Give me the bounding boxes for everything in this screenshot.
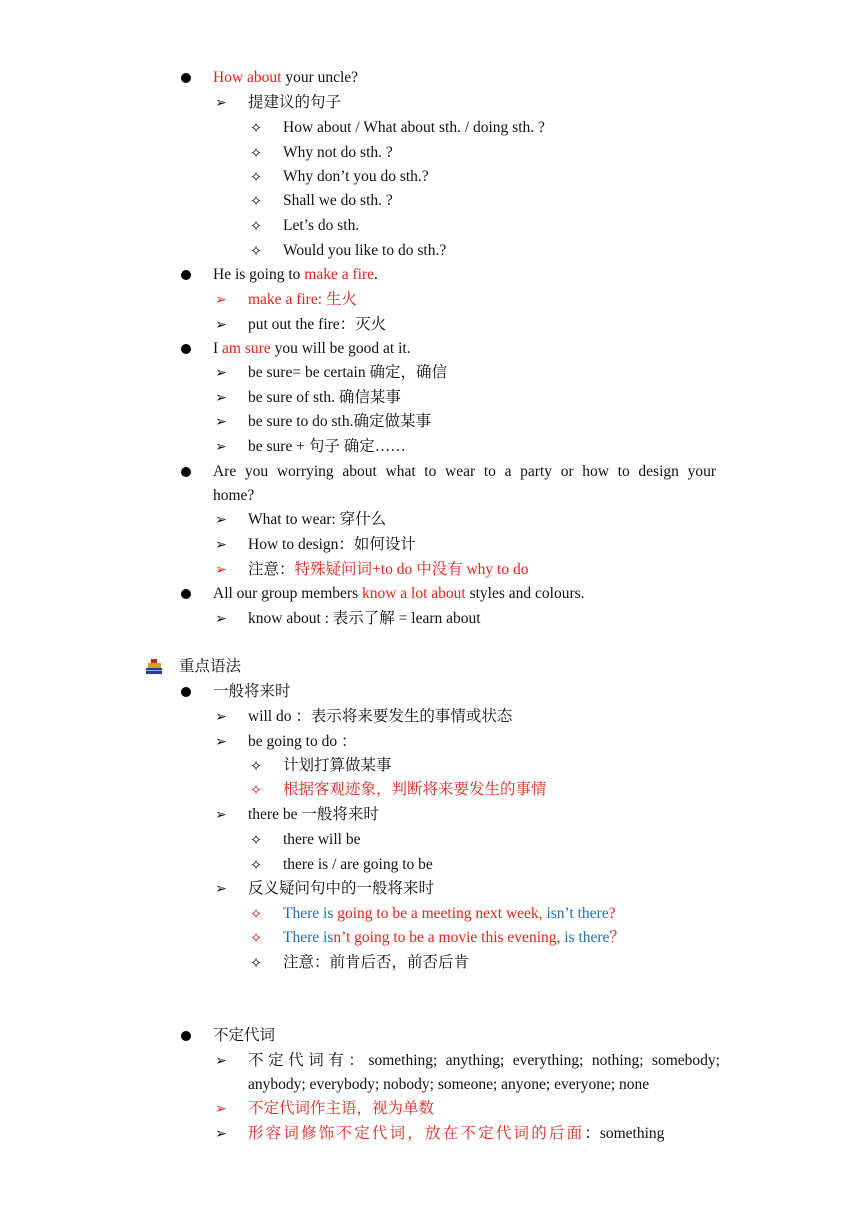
bullet-dot-icon xyxy=(178,68,194,89)
arrow-icon: ➢ xyxy=(215,734,227,750)
detail-text: 根据客观迹象，判断将来要发生的事情 xyxy=(283,781,547,798)
sub-text: 注意：特殊疑问词+to do 中没有 why to do xyxy=(248,561,529,578)
bullet-text: I am sure you will be good at it. xyxy=(213,340,411,357)
arrow-icon: ➢ xyxy=(215,414,227,430)
sub-text: How to design：如何设计 xyxy=(248,536,416,553)
detail-text: Why not do sth. ? xyxy=(283,144,393,161)
arrow-icon: ➢ xyxy=(215,317,227,333)
books-icon xyxy=(145,658,163,676)
arrow-icon: ➢ xyxy=(215,1053,227,1069)
bullet-dot-icon xyxy=(178,1026,194,1047)
diamond-icon: ✧ xyxy=(249,856,263,874)
bullet-dot-icon xyxy=(178,265,194,286)
sub-text: be going to do ： xyxy=(248,733,357,750)
diamond-icon: ✧ xyxy=(249,217,263,235)
arrow-icon: ➢ xyxy=(215,439,227,455)
bullet-text: 不定代词 xyxy=(213,1027,276,1044)
detail-text: Would you like to do sth.? xyxy=(283,242,447,259)
detail-text: there will be xyxy=(283,831,361,848)
detail-text: there is / are going to be xyxy=(283,856,433,873)
detail-text: There isn’t going to be a movie this evening, is there？ xyxy=(283,929,625,946)
detail-text: How about / What about sth. / doing sth. ? xyxy=(283,119,545,136)
diamond-icon: ✧ xyxy=(249,119,263,137)
arrow-icon: ➢ xyxy=(215,95,227,111)
sub-text: be sure= be certain 确定，确信 xyxy=(248,364,447,381)
bullet-text: All our group members know a lot about styles and colours. xyxy=(213,585,585,602)
arrow-icon: ➢ xyxy=(215,881,227,897)
arrow-icon: ➢ xyxy=(215,1126,227,1142)
sub-text: 不定代词作主语，视为单数 xyxy=(248,1100,435,1117)
arrow-icon: ➢ xyxy=(215,365,227,381)
diamond-icon: ✧ xyxy=(249,781,263,799)
sub-text: put out the fire：灭火 xyxy=(248,316,387,333)
sub-text: 形容词修饰不定代词，放在不定代词的后面：something xyxy=(248,1125,665,1142)
sub-text: 提建议的句子 xyxy=(248,94,342,111)
diamond-icon: ✧ xyxy=(249,929,263,947)
sub-text: make a fire: 生火 xyxy=(248,291,357,308)
detail-text: Shall we do sth. ? xyxy=(283,192,393,209)
arrow-icon: ➢ xyxy=(215,292,227,308)
bullet-dot-icon xyxy=(178,462,194,483)
arrow-icon: ➢ xyxy=(215,807,227,823)
bullet-dot-icon xyxy=(178,682,194,703)
bullet-text: He is going to make a fire. xyxy=(213,266,378,283)
sub-text: What to wear: 穿什么 xyxy=(248,511,387,528)
sub-text: 不定代词有：something; anything; everything; nothing; somebody; xyxy=(248,1052,720,1069)
arrow-icon: ➢ xyxy=(215,1101,227,1117)
detail-text: 计划打算做某事 xyxy=(283,757,392,774)
section-title: 重点语法 xyxy=(179,658,242,675)
sub-text: 反义疑问句中的一般将来时 xyxy=(248,880,435,897)
diamond-icon: ✧ xyxy=(249,192,263,210)
detail-text: Let’s do sth. xyxy=(283,217,360,234)
detail-text: Why don’t you do sth.? xyxy=(283,168,429,185)
arrow-icon: ➢ xyxy=(215,390,227,406)
arrow-icon: ➢ xyxy=(215,537,227,553)
diamond-icon: ✧ xyxy=(249,242,263,260)
bullet-text: How about your uncle? xyxy=(213,69,359,86)
diamond-icon: ✧ xyxy=(249,954,263,972)
sub-text: there be 一般将来时 xyxy=(248,806,379,823)
detail-text: 注意：前肯后否，前否后肯 xyxy=(283,954,470,971)
sub-text: be sure + 句子 确定…… xyxy=(248,438,406,455)
arrow-icon: ➢ xyxy=(215,709,227,725)
bullet-dot-icon xyxy=(178,339,194,360)
sub-text: know about : 表示了解 = learn about xyxy=(248,610,481,627)
sub-text: will do ：表示将来要发生的事情或状态 xyxy=(248,708,513,725)
bullet-text: 一般将来时 xyxy=(213,683,291,700)
arrow-icon: ➢ xyxy=(215,512,227,528)
sub-text: be sure to do sth.确定做某事 xyxy=(248,413,431,430)
arrow-icon: ➢ xyxy=(215,562,227,578)
diamond-icon: ✧ xyxy=(249,905,263,923)
detail-text: There is going to be a meeting next week, isn’t there? xyxy=(283,905,616,922)
diamond-icon: ✧ xyxy=(249,831,263,849)
diamond-icon: ✧ xyxy=(249,168,263,186)
diamond-icon: ✧ xyxy=(249,144,263,162)
bullet-dot-icon xyxy=(178,584,194,605)
sub-text: be sure of sth. 确信某事 xyxy=(248,389,401,406)
diamond-icon: ✧ xyxy=(249,757,263,775)
arrow-icon: ➢ xyxy=(215,611,227,627)
bullet-text: Are you worrying about what to wear to a party or how to design your xyxy=(213,463,716,480)
